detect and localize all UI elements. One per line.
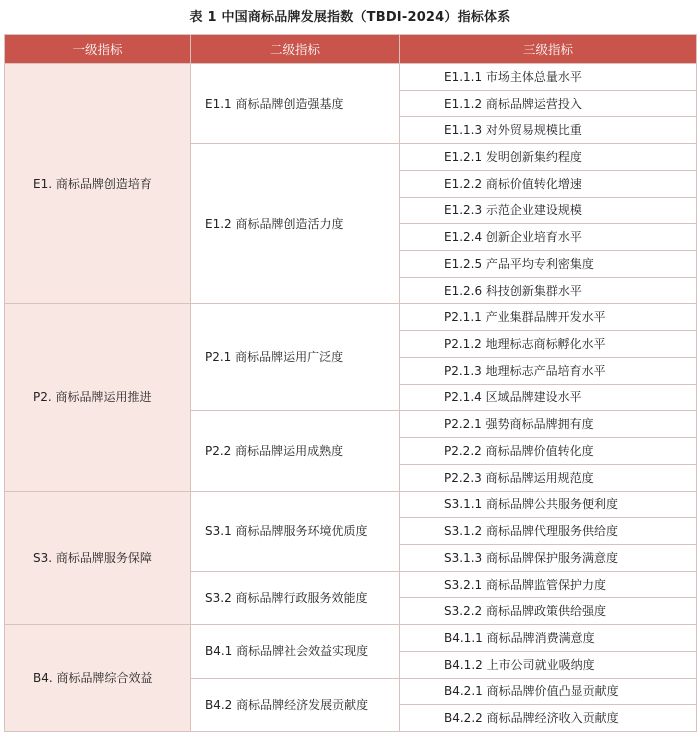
table-row [5, 491, 697, 518]
level3-cell: E1.2.2 商标价值转化增速 [400, 170, 697, 197]
level2-cell: S3.2 商标品牌行政服务效能度 [191, 571, 400, 624]
level3-cell: B4.1.2 上市公司就业吸纳度 [400, 651, 697, 678]
level3-cell: E1.2.1 发明创新集约程度 [400, 144, 697, 171]
level2-cell: B4.2 商标品牌经济发展贡献度 [191, 678, 400, 731]
level1-cell: S3. 商标品牌服务保障 [5, 491, 191, 625]
level3-cell: E1.2.4 创新企业培育水平 [400, 224, 697, 251]
level3-cell: E1.2.3 示范企业建设规模 [400, 197, 697, 224]
level3-cell: P2.1.4 区域品牌建设水平 [400, 384, 697, 411]
level3-cell: E1.1.1 市场主体总量水平 [400, 64, 697, 91]
level3-cell: S3.1.1 商标品牌公共服务便利度 [400, 491, 697, 518]
level2-cell: P2.1 商标品牌运用广泛度 [191, 304, 400, 411]
header-row [5, 35, 697, 64]
level3-cell: S3.2.2 商标品牌政策供给强度 [400, 598, 697, 625]
level3-cell: E1.2.6 科技创新集群水平 [400, 277, 697, 304]
level3-cell: P2.2.3 商标品牌运用规范度 [400, 464, 697, 491]
level3-cell: P2.1.2 地理标志商标孵化水平 [400, 331, 697, 358]
level3-cell: E1.2.5 产品平均专利密集度 [400, 251, 697, 278]
table-row [5, 64, 697, 91]
level3-cell: B4.2.1 商标品牌价值凸显贡献度 [400, 678, 697, 705]
level2-cell: B4.1 商标品牌社会效益实现度 [191, 625, 400, 678]
level3-cell: B4.2.2 商标品牌经济收入贡献度 [400, 705, 697, 732]
level2-cell: S3.1 商标品牌服务环境优质度 [191, 491, 400, 571]
level1-cell: E1. 商标品牌创造培育 [5, 64, 191, 304]
level2-cell: E1.2 商标品牌创造活力度 [191, 144, 400, 304]
header-level3: 三级指标 [400, 35, 697, 64]
level2-cell: P2.2 商标品牌运用成熟度 [191, 411, 400, 491]
level1-cell: B4. 商标品牌综合效益 [5, 625, 191, 732]
level3-cell: B4.1.1 商标品牌消费满意度 [400, 625, 697, 652]
level2-cell: E1.1 商标品牌创造强基度 [191, 64, 400, 144]
level3-cell: P2.2.2 商标品牌价值转化度 [400, 438, 697, 465]
level3-cell: P2.2.1 强势商标品牌拥有度 [400, 411, 697, 438]
table-body [5, 64, 697, 732]
table-row [5, 304, 697, 331]
level3-cell: S3.1.3 商标品牌保护服务满意度 [400, 544, 697, 571]
table-row [5, 625, 697, 652]
indicator-table [4, 34, 697, 732]
header-level2: 二级指标 [191, 35, 400, 64]
level3-cell: E1.1.2 商标品牌运营投入 [400, 90, 697, 117]
level3-cell: E1.1.3 对外贸易规模比重 [400, 117, 697, 144]
table-title: 表 1 中国商标品牌发展指数（TBDI-2024）指标体系 [189, 10, 511, 25]
level1-cell: P2. 商标品牌运用推进 [5, 304, 191, 491]
level3-cell: S3.1.2 商标品牌代理服务供给度 [400, 518, 697, 545]
header-level1: 一级指标 [5, 35, 191, 64]
level3-cell: P2.1.3 地理标志产品培育水平 [400, 357, 697, 384]
level3-cell: S3.2.1 商标品牌监管保护力度 [400, 571, 697, 598]
level3-cell: P2.1.1 产业集群品牌开发水平 [400, 304, 697, 331]
